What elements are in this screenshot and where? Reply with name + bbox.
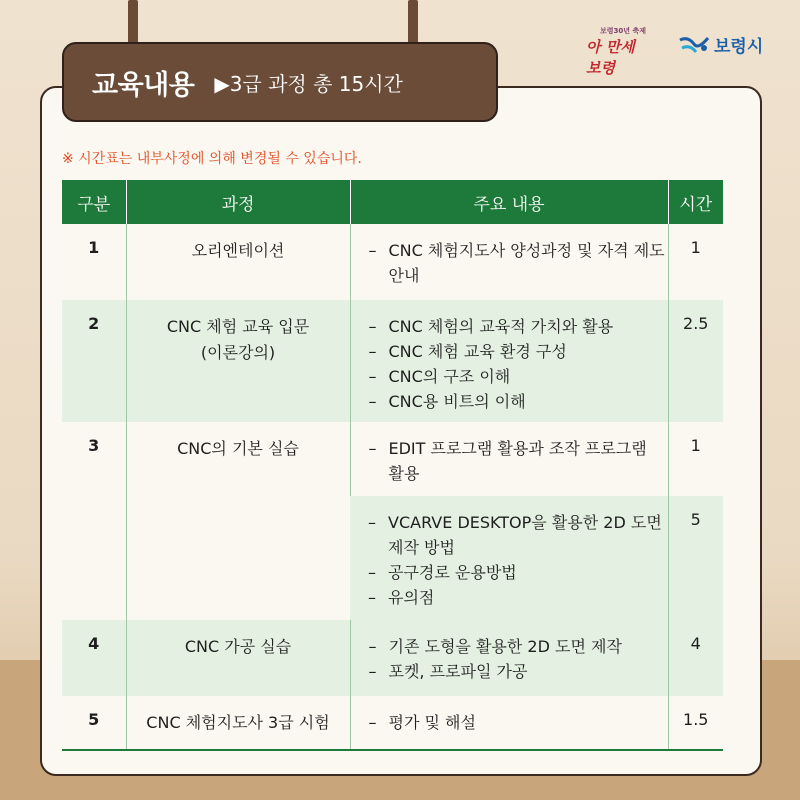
content-item: – 유의점 xyxy=(368,585,667,610)
city-emblem-icon xyxy=(678,34,712,56)
row-time: 1 xyxy=(668,224,723,300)
row-course xyxy=(126,300,350,422)
row-content xyxy=(350,696,668,750)
row-time: 1.5 xyxy=(668,696,723,750)
title-banner xyxy=(62,42,498,122)
festival-logo-text: 아 만세보령 xyxy=(586,38,635,77)
row-content xyxy=(350,300,668,422)
row-course xyxy=(126,224,350,300)
course-line: 오리엔테이션 xyxy=(191,241,285,260)
page-subtitle: ▶3급 과정 총 15시간 xyxy=(214,71,403,96)
header-time: 시간 xyxy=(668,180,723,224)
logo-area xyxy=(586,14,776,77)
content-item: – 포켓, 프로파일 가공 xyxy=(369,659,667,684)
course-line: (이론강의) xyxy=(200,343,276,362)
festival-logo xyxy=(586,26,646,77)
content-item: – 기존 도형을 활용한 2D 도면 제작 xyxy=(369,634,667,659)
content-item: – CNC용 비트의 이해 xyxy=(369,389,667,414)
row-time: 1 xyxy=(668,422,723,496)
row-number: 4 xyxy=(62,620,126,696)
row-time: 4 xyxy=(668,620,723,696)
row-number: 3 xyxy=(62,422,126,620)
row-content xyxy=(350,496,668,620)
table-row xyxy=(62,422,723,496)
table-row xyxy=(62,620,723,696)
header-course: 과정 xyxy=(126,180,350,224)
header-content: 주요 내용 xyxy=(350,180,668,224)
row-time: 2.5 xyxy=(668,300,723,422)
row-course xyxy=(126,620,350,696)
row-number: 1 xyxy=(62,224,126,300)
row-course xyxy=(126,696,350,750)
schedule-notice: ※ 시간표는 내부사정에 의해 변경될 수 있습니다. xyxy=(62,151,362,167)
course-line: CNC 체험 교육 입문 xyxy=(166,317,310,336)
row-time: 5 xyxy=(668,496,723,620)
course-line: CNC 가공 실습 xyxy=(184,637,292,656)
content-item: – CNC 체험의 교육적 가치와 활용 xyxy=(369,314,667,339)
city-logo xyxy=(678,32,763,57)
row-course xyxy=(126,422,350,620)
content-item: – CNC의 구조 이해 xyxy=(369,364,667,389)
row-number: 5 xyxy=(62,696,126,750)
page-title: 교육내용 xyxy=(92,69,195,101)
table-header-row xyxy=(62,180,723,224)
table-row xyxy=(62,224,723,300)
row-number: 2 xyxy=(62,300,126,422)
curriculum-table xyxy=(62,180,723,751)
course-line: CNC 체험지도사 3급 시험 xyxy=(146,713,330,732)
row-content xyxy=(350,620,668,696)
content-item: – 평가 및 해설 xyxy=(369,710,667,735)
row-content xyxy=(350,422,668,496)
content-item: – VCARVE DESKTOP을 활용한 2D 도면 제작 방법 xyxy=(368,510,667,560)
row-content xyxy=(350,224,668,300)
festival-logo-small-text: 보령30년 축제 xyxy=(600,27,646,35)
header-category: 구분 xyxy=(62,180,126,224)
table-row xyxy=(62,300,723,422)
table-row xyxy=(62,696,723,750)
city-logo-text: 보령시 xyxy=(714,37,764,57)
content-item: – 공구경로 운용방법 xyxy=(368,560,667,585)
content-item: – EDIT 프로그램 활용과 조작 프로그램 활용 xyxy=(369,436,667,486)
content-item: – CNC 체험 교육 환경 구성 xyxy=(369,339,667,364)
content-item: – CNC 체험지도사 양성과정 및 자격 제도 안내 xyxy=(369,238,667,288)
course-line: CNC의 기본 실습 xyxy=(177,439,299,458)
